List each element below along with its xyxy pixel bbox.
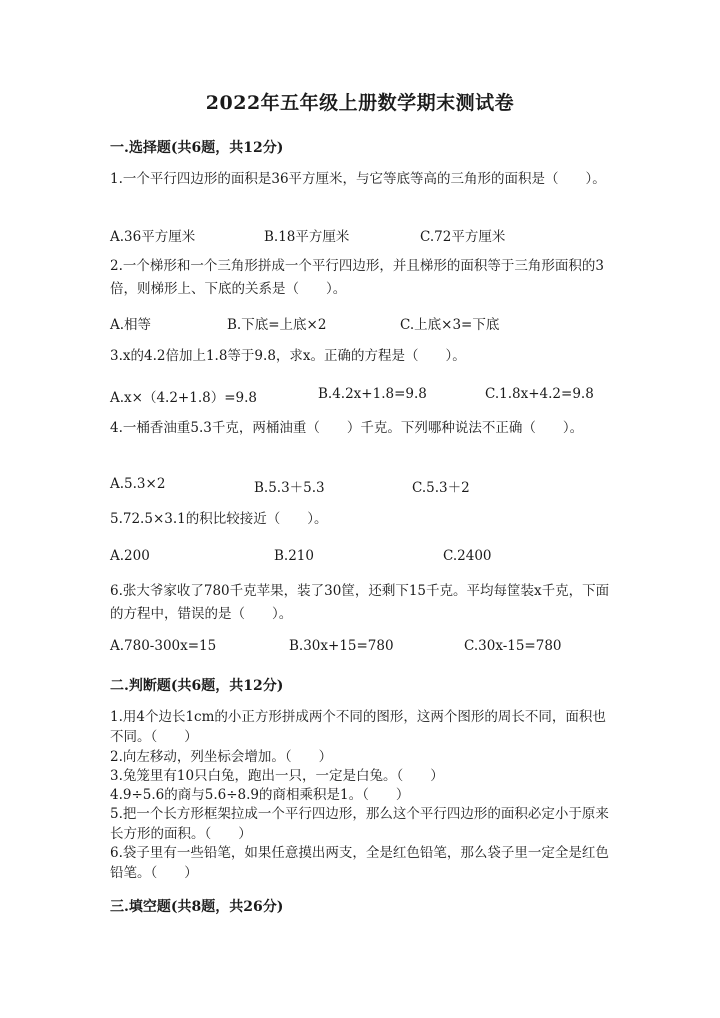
- section-heading-choice: 一.选择题(共6题，共12分): [110, 140, 284, 156]
- option-b: B.210: [274, 548, 314, 564]
- judge-item: 4.9÷5.6的商与5.6÷8.9的商相乘积是1。（ ）: [110, 787, 410, 803]
- option-c: C.1.8x+4.2=9.8: [485, 386, 594, 402]
- option-a: A.5.3×2: [110, 476, 166, 492]
- option-a: A.相等: [110, 317, 152, 333]
- option-c: C.72平方厘米: [420, 229, 506, 245]
- section-heading-fill: 三.填空题(共8题，共26分): [110, 899, 284, 915]
- option-a: A.200: [110, 548, 150, 564]
- option-b: B.4.2x+1.8=9.8: [318, 386, 427, 402]
- option-b: B.5.3＋5.3: [254, 480, 325, 496]
- option-a: A.780-300x=15: [110, 638, 217, 654]
- question-stem: 5.72.5×3.1的积比较接近（ ）。: [110, 511, 328, 527]
- judge-item: 2.向左移动，列坐标会增加。（ ）: [110, 749, 333, 765]
- option-b: B.30x+15=780: [289, 638, 394, 654]
- page-title: 2022年五年级上册数学期末测试卷: [205, 92, 515, 114]
- question-stem: 6.张大爷家收了780千克苹果，装了30筐，还剩下15千克。平均每筐装x千克，下面的方程中，错误的是（ ）。: [110, 583, 610, 622]
- judge-item: 5.把一个长方形框架拉成一个平行四边形，那么这个平行四边形的面积必定小于原来长方形的面积。（ ）: [110, 806, 609, 842]
- option-b: B.18平方厘米: [264, 229, 350, 245]
- judge-item: 6.袋子里有一些铅笔，如果任意摸出两支，全是红色铅笔，那么袋子里一定全是红色铅笔。（ ）: [110, 845, 609, 881]
- section-heading-judge: 二.判断题(共6题，共12分): [110, 678, 284, 694]
- option-b: B.下底=上底×2: [227, 317, 327, 333]
- question-stem: 1.一个平行四边形的面积是36平方厘米，与它等底等高的三角形的面积是（ ）。: [110, 171, 606, 187]
- question-stem: 4.一桶香油重5.3千克，两桶油重（ ）千克。下列哪种说法不正确（ ）。: [110, 420, 584, 436]
- option-c: C.2400: [443, 548, 492, 564]
- option-c: C.5.3＋2: [412, 480, 470, 496]
- question-stem: 2.一个梯形和一个三角形拼成一个平行四边形，并且梯形的面积等于三角形面积的3倍，则梯形上、下底的关系是（ ）。: [110, 258, 604, 297]
- option-a: A.36平方厘米: [110, 229, 196, 245]
- option-c: C.30x-15=780: [464, 638, 562, 654]
- option-c: C.上底×3=下底: [400, 317, 500, 333]
- judge-item: 3.兔笼里有10只白兔，跑出一只，一定是白兔。（ ）: [110, 768, 444, 784]
- judge-item: 1.用4个边长1cm的小正方形拼成两个不同的图形，这两个图形的周长不同，面积也不同。（ ）: [110, 709, 606, 745]
- option-a: A.x×（4.2+1.8）=9.8: [110, 390, 257, 406]
- question-stem: 3.x的4.2倍加上1.8等于9.8，求x。正确的方程是（ ）。: [110, 348, 466, 364]
